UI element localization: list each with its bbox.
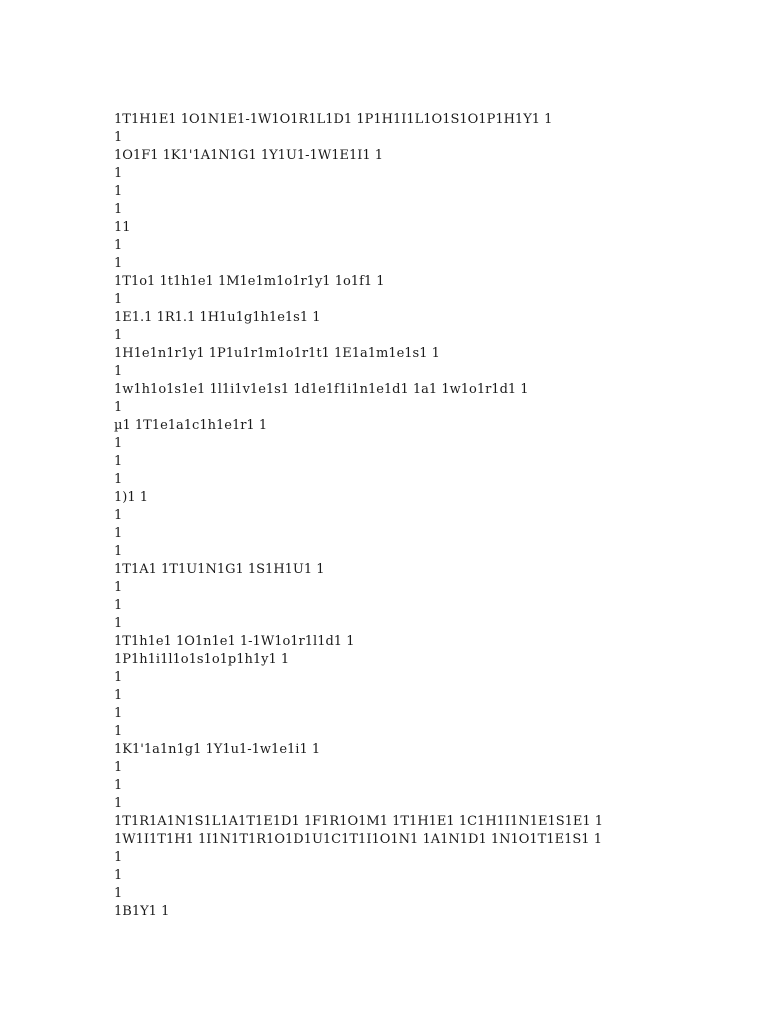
text-line: 1W1I1T1H1 1I1N1T1R1O1D1U1C1T1I1O1N1 1A1N1D1 1N1O1T1E1S1 1 <box>114 832 602 847</box>
text-line: 1H1e1n1r1y1 1P1u1r1m1o1r1t1 1E1a1m1e1s1 1 <box>114 346 440 361</box>
text-line: 1T1o1 1t1h1e1 1M1e1m1o1r1y1 1o1f1 1 <box>114 274 385 289</box>
text-line: 1 <box>114 328 123 343</box>
text-line: 1 <box>114 202 123 217</box>
text-line: 1 <box>114 364 123 379</box>
text-line: 1 <box>114 292 123 307</box>
text-line: 1 <box>114 886 123 901</box>
text-line: 1E1.1 1R1.1 1H1u1g1h1e1s1 1 <box>114 310 321 325</box>
document-text-block <box>114 111 734 921</box>
text-line: 1 <box>114 472 123 487</box>
text-line: 1 <box>114 724 123 739</box>
text-line: 1 <box>114 706 123 721</box>
text-line: 1T1R1A1N1S1L1A1T1E1D1 1F1R1O1M1 1T1H1E1 1C1H1I1N1E1S1E1 1 <box>114 814 604 829</box>
text-line: 1 <box>114 580 123 595</box>
text-line: 1 <box>114 508 123 523</box>
text-line: 1 <box>114 256 123 271</box>
text-line: 1 <box>114 598 123 613</box>
text-line: 1)1 1 <box>114 490 149 505</box>
text-line: 1P1h1i1l1o1s1o1p1h1y1 1 <box>114 652 290 667</box>
text-line: 1 <box>114 166 123 181</box>
text-line: 1 <box>114 670 123 685</box>
text-line: 1T1h1e1 1O1n1e1 1-1W1o1r1l1d1 1 <box>114 634 355 649</box>
text-line: 1 <box>114 454 123 469</box>
text-line: 1 <box>114 616 123 631</box>
text-line: 1 <box>114 400 123 415</box>
text-line: 1O1F1 1K1'1A1N1G1 1Y1U1-1W1E1I1 1 <box>114 148 384 163</box>
text-line: 1T1H1E1 1O1N1E1-1W1O1R1L1D1 1P1H1I1L1O1S1O1P1H1Y1 1 <box>114 112 553 127</box>
text-line: 1 <box>114 868 123 883</box>
text-line: 1B1Y1 1 <box>114 904 170 919</box>
text-line: 1 <box>114 778 123 793</box>
text-line: 1 <box>114 130 123 145</box>
text-line: 1 <box>114 436 123 451</box>
text-line: 1 <box>114 850 123 865</box>
text-line: 1 <box>114 526 123 541</box>
text-line: µ1 1T1e1a1c1h1e1r1 1 <box>114 418 268 433</box>
text-line: 1 <box>114 184 123 199</box>
text-line: 1K1'1a1n1g1 1Y1u1-1w1e1i1 1 <box>114 742 321 757</box>
text-line: 1 <box>114 238 123 253</box>
text-line: 1 <box>114 688 123 703</box>
text-line: 1 <box>114 796 123 811</box>
text-line: 1 <box>114 760 123 775</box>
text-line: 11 <box>114 220 131 235</box>
text-line: 1 <box>114 544 123 559</box>
text-line: 1w1h1o1s1e1 1l1i1v1e1s1 1d1e1f1i1n1e1d1 1a1 1w1o1r1d1 1 <box>114 382 529 397</box>
text-line: 1T1A1 1T1U1N1G1 1S1H1U1 1 <box>114 562 325 577</box>
